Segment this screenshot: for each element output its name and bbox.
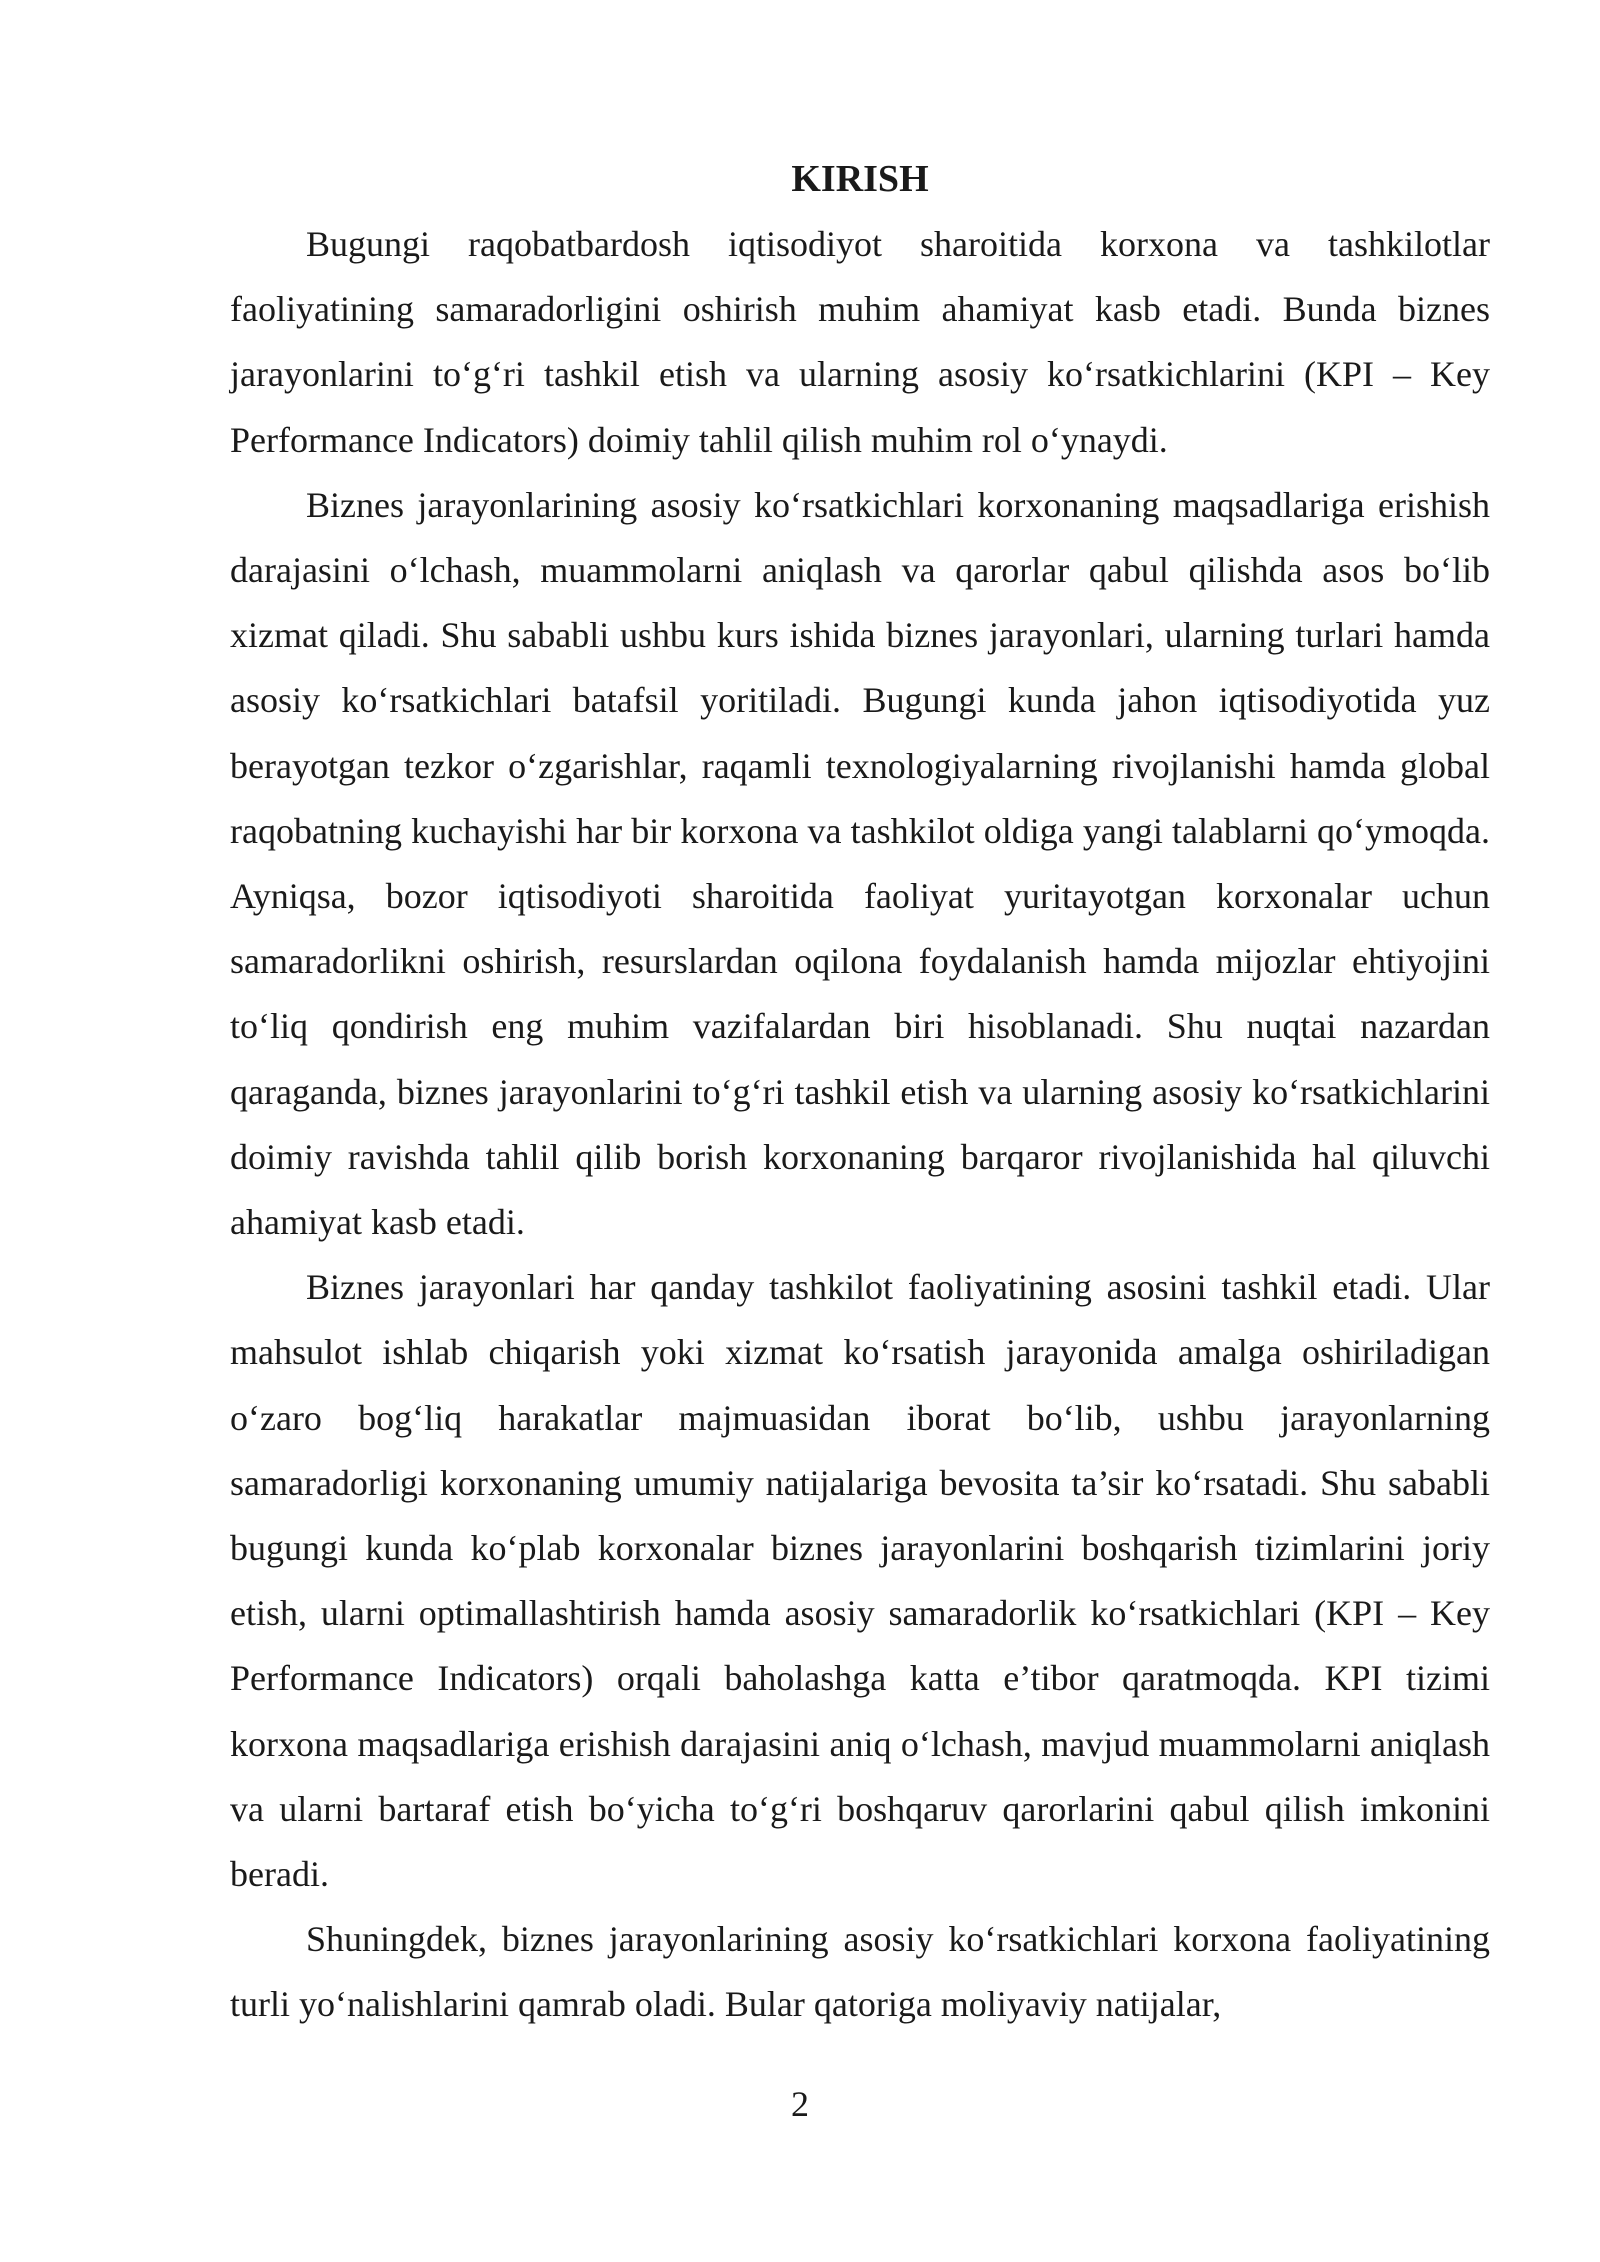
page-number: 2 [791,2084,809,2124]
paragraph-2: Biznes jarayonlarining asosiy ko‘rsatkichlari korxonaning maqsadlariga erishish darajasini o‘lchash, muammolarni aniqlash va qarorlar qabul qilishda asos bo‘lib xizmat qiladi. Shu sababli ushbu kurs ishida biznes jarayonlari, ularning turlari hamda asosiy ko‘rsatkichlari batafsil yoritiladi. Bugungi kunda jahon iqtisodiyotida yuz berayotgan tezkor o‘zgarishlar, raqamli texnologiyalarning rivojlanishi hamda global raqobatning kuchayishi har bir korxona va tashkilot oldiga yangi talablarni qo‘ymoqda. Ayniqsa, bozor iqtisodiyoti sharoitida faoliyat yuritayotgan korxonalar uchun samaradorlikni oshirish, resurslardan oqilona foydalanish hamda mijozlar ehtiyojini to‘liq qondirish eng muhim vazifalardan biri hisoblanadi. Shu nuqtai nazardan qaraganda, biznes jarayonlarini to‘g‘ri tashkil etish va ularning asosiy ko‘rsatkichlarini doimiy ravishda tahlil qilib borish korxonaning barqaror rivojlanishida hal qiluvchi ahamiyat kasb etadi. [230,484,1490,1243]
paragraph-4: Shuningdek, biznes jarayonlarining asosiy ko‘rsatkichlari korxona faoliyatining turli yo‘nalishlarini qamrab oladi. Bular qatoriga moliyaviy natijalar, [230,1919,1490,2025]
paragraph-1: Bugungi raqobatbardosh iqtisodiyot sharoitida korxona va tashkilotlar faoliyatining samaradorligini oshirish muhim ahamiyat kasb etadi. Bunda biznes jarayonlarini to‘g‘ri tashkil etish va ularning asosiy ko‘rsatkichlarini (KPI – Key Performance Indicators) doimiy tahlil qilish muhim rol o‘ynaydi. [230,224,1490,460]
paragraph-3: Biznes jarayonlari har qanday tashkilot faoliyatining asosini tashkil etadi. Ular mahsulot ishlab chiqarish yoki xizmat ko‘rsatish jarayonida amalga oshiriladigan o‘zaro bog‘liq harakatlar majmuasidan iborat bo‘lib, ushbu jarayonlarning samaradorligi korxonaning umumiy natijalariga bevosita ta’sir ko‘rsatadi. Shu sababli bugungi kunda ko‘plab korxonalar biznes jarayonlarini boshqarish tizimlarini joriy etish, ularni optimallashtirish hamda asosiy samaradorlik ko‘rsatkichlari (KPI – Key Performance Indicators) orqali baholashga katta e’tibor qaratmoqda. KPI tizimi korxona maqsadlariga erishish darajasini aniq o‘lchash, mavjud muammolarni aniqlash va ularni bartaraf etish bo‘yicha to‘g‘ri boshqaruv qarorlarini qabul qilish imkonini beradi. [230,1267,1490,1895]
page-content [230,150,1490,2038]
section-heading: KIRISH [791,158,929,200]
